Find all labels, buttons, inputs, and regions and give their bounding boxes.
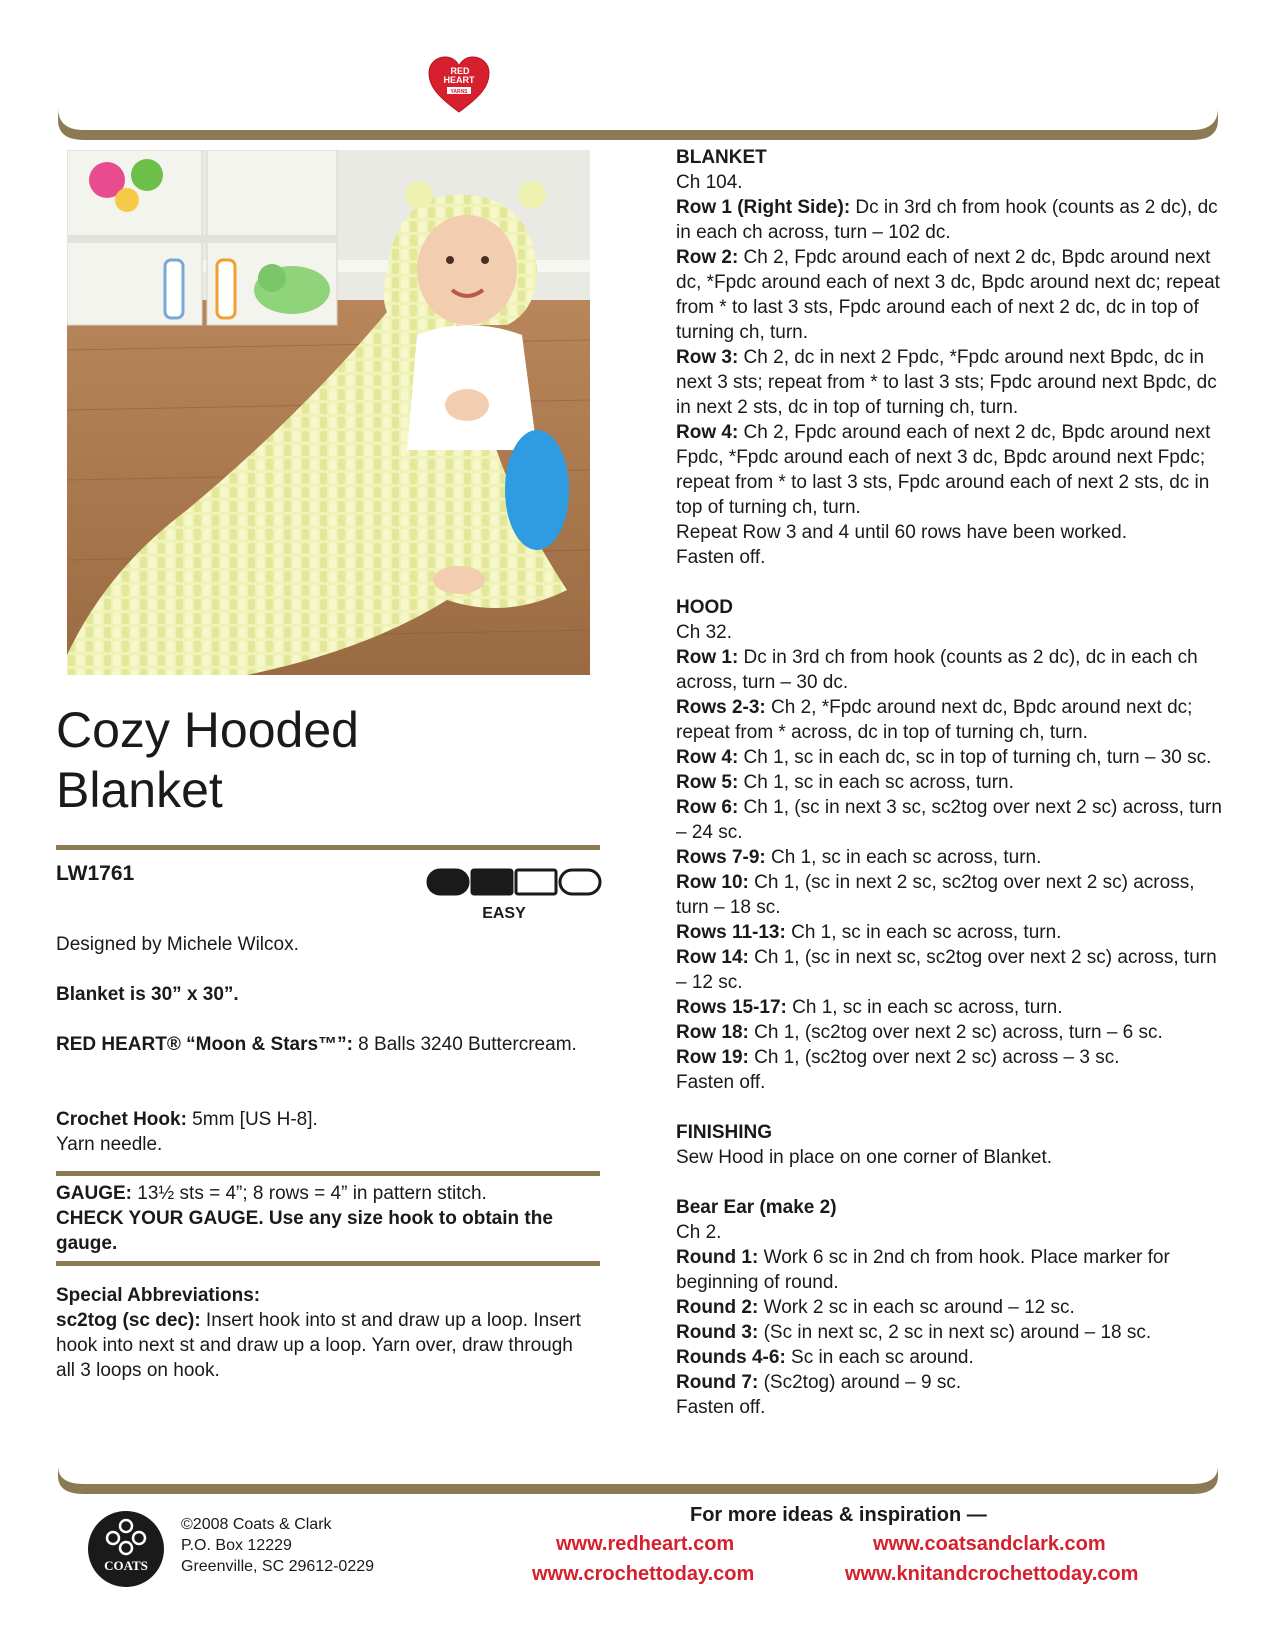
row-text: Dc in 3rd ch from hook (counts as 2 dc), dc in each ch across, turn – 102 dc.: [676, 197, 1218, 243]
skill-bar-empty: [560, 870, 600, 894]
instruction-row: [676, 870, 1231, 920]
divider: [56, 1171, 600, 1176]
hood-heading: HOOD: [676, 597, 733, 618]
link-coatsandclark[interactable]: www.coatsandclark.com: [873, 1533, 1106, 1555]
row-label: Row 4:: [676, 747, 739, 768]
blanket-rows: [676, 195, 1231, 520]
instruction-row: [676, 745, 1231, 770]
row-label: Rows 11-13:: [676, 922, 786, 943]
row-label: Row 10:: [676, 872, 749, 893]
skill-bar-filled: [472, 870, 512, 894]
row-text: Ch 1, sc in each sc across, turn.: [786, 997, 1063, 1018]
coats-logo-text: COATS: [104, 1558, 148, 1573]
yarn-text: 8 Balls 3240 Buttercream.: [352, 1034, 577, 1055]
hood-intro: Ch 32.: [676, 622, 732, 643]
logo-text-red: RED: [450, 66, 470, 76]
row-text: (Sc in next sc, 2 sc in next sc) around – 18 sc.: [758, 1322, 1152, 1343]
instruction-row: [676, 1045, 1231, 1070]
skill-bar-filled: [428, 870, 468, 894]
row-label: Round 1:: [676, 1247, 759, 1268]
row-label: Row 19:: [676, 1047, 749, 1068]
row-label: Row 4:: [676, 422, 739, 443]
logo-text-heart: HEART: [443, 75, 475, 85]
title-line-1: Cozy Hooded: [56, 702, 359, 758]
abbrev-heading: Special Abbreviations:: [56, 1285, 261, 1306]
hook-text: 5mm [US H-8].: [186, 1109, 318, 1130]
finished-size: Blanket is 30” x 30”.: [56, 984, 239, 1005]
gauge-text: 13½ sts = 4”; 8 rows = 4” in pattern stitch.: [132, 1183, 487, 1204]
hook-label: Crochet Hook:: [56, 1109, 187, 1130]
instruction-row: [676, 1245, 1231, 1295]
instruction-row: [676, 845, 1231, 870]
row-text: Ch 1, (sc in next sc, sc2tog over next 2 sc) across, turn – 12 sc.: [676, 947, 1217, 993]
address-block: [181, 1514, 374, 1577]
gauge-label: GAUGE:: [56, 1183, 132, 1204]
row-label: Row 1 (Right Side):: [676, 197, 851, 218]
logo-text-yarns: YARNS: [450, 89, 468, 95]
hood-rows: [676, 645, 1231, 1070]
coats-logo: [87, 1510, 165, 1588]
bottom-decorative-band: [58, 1462, 1218, 1494]
instruction-row: [676, 770, 1231, 795]
finishing-heading: FINISHING: [676, 1122, 773, 1143]
top-decorative-band: [58, 100, 1218, 140]
row-text: Ch 1, sc in each sc across, turn.: [785, 922, 1062, 943]
instruction-row: [676, 420, 1231, 520]
row-label: Row 14:: [676, 947, 749, 968]
divider: [56, 845, 600, 850]
title-line-2: Blanket: [56, 762, 223, 818]
pattern-code: LW1761: [56, 862, 135, 885]
row-text: Ch 2, *Fpdc around next dc, Bpdc around next dc; repeat from * across, dc in top of turning ch, turn.: [676, 697, 1193, 743]
po-box: P.O. Box 12229: [181, 1537, 292, 1554]
row-text: Work 2 sc in each sc around – 12 sc.: [758, 1297, 1075, 1318]
instruction-row: [676, 245, 1231, 345]
link-knitandcrochettoday[interactable]: www.knitandcrochettoday.com: [845, 1563, 1139, 1585]
bear-ear-heading: Bear Ear (make 2): [676, 1197, 837, 1218]
finishing-text: Sew Hood in place on one corner of Blanket.: [676, 1147, 1053, 1168]
instruction-row: [676, 920, 1231, 945]
copyright: ©2008 Coats & Clark: [181, 1516, 332, 1533]
row-label: Row 1:: [676, 647, 739, 668]
row-label: Rows 2-3:: [676, 697, 766, 718]
abbrev-text: Insert hook into st and draw up a loop. Insert hook into next st and draw up a loop. Yarn over, draw through all 3 loops on hook.: [56, 1310, 581, 1381]
row-text: Ch 2, dc in next 2 Fpdc, *Fpdc around next Bpdc, dc in next 3 sts; repeat from * to last 3 sts; Fpdc around next Bpdc, dc in next 2 sts, dc in top of turning ch, turn.: [676, 347, 1217, 418]
blanket-heading: BLANKET: [676, 147, 767, 168]
row-text: Ch 1, (sc in next 3 sc, sc2tog over next 2 sc) across, turn – 24 sc.: [676, 797, 1222, 843]
row-text: Ch 1, sc in each sc across, turn.: [765, 847, 1042, 868]
row-label: Row 3:: [676, 347, 739, 368]
city-state: Greenville, SC 29612-0229: [181, 1558, 375, 1575]
link-redheart[interactable]: www.redheart.com: [556, 1533, 735, 1555]
row-text: Ch 1, sc in each sc across, turn.: [738, 772, 1014, 793]
instruction-row: [676, 1320, 1231, 1345]
row-text: Dc in 3rd ch from hook (counts as 2 dc), dc in each ch across, turn – 30 dc.: [676, 647, 1198, 693]
row-label: Row 18:: [676, 1022, 749, 1043]
row-text: Sc in each sc around.: [785, 1347, 974, 1368]
inspiration-heading: For more ideas & inspiration —: [690, 1504, 987, 1526]
instruction-row: [676, 695, 1231, 745]
skill-level-label: EASY: [482, 905, 526, 922]
row-text: Ch 1, (sc2tog over next 2 sc) across, turn – 6 sc.: [748, 1022, 1163, 1043]
instruction-row: [676, 1020, 1231, 1045]
row-text: Ch 1, (sc in next 2 sc, sc2tog over next 2 sc) across, turn – 18 sc.: [676, 872, 1195, 918]
blanket-intro: Ch 104.: [676, 172, 743, 193]
instruction-row: [676, 345, 1231, 420]
instruction-row: [676, 195, 1231, 245]
row-label: Rows 15-17:: [676, 997, 787, 1018]
row-text: Ch 2, Fpdc around each of next 2 dc, Bpdc around next Fpdc, *Fpdc around each of next 3 dc, Bpdc around next Fpdc; repeat from * to last 3 sts, Fpdc around each of next 2 sts, dc in top of turning ch, turn.: [676, 422, 1211, 518]
skill-level-indicator: [426, 868, 604, 928]
instruction-row: [676, 645, 1231, 695]
bear-ear-rows: [676, 1245, 1231, 1395]
abbrev-term: sc2tog (sc dec):: [56, 1310, 201, 1331]
row-label: Rounds 4-6:: [676, 1347, 786, 1368]
row-text: Ch 1, sc in each dc, sc in top of turning ch, turn – 30 sc.: [738, 747, 1212, 768]
notions-text: Yarn needle.: [56, 1134, 163, 1155]
page-title: [56, 700, 596, 820]
row-label: Round 3:: [676, 1322, 759, 1343]
row-label: Row 6:: [676, 797, 739, 818]
divider: [56, 1261, 600, 1266]
special-abbreviations: [56, 1283, 596, 1383]
gauge-info: [56, 1181, 596, 1256]
row-label: Row 5:: [676, 772, 739, 793]
yarn-info: [56, 1032, 596, 1057]
row-text: Ch 1, (sc2tog over next 2 sc) across – 3 sc.: [748, 1047, 1120, 1068]
row-text: (Sc2tog) around – 9 sc.: [758, 1372, 962, 1393]
instruction-row: [676, 795, 1231, 845]
bear-ear-intro: Ch 2.: [676, 1222, 722, 1243]
designer-credit: Designed by Michele Wilcox.: [56, 934, 299, 955]
instructions: [676, 145, 1231, 1420]
skill-bar-empty: [516, 870, 556, 894]
instruction-row: [676, 1345, 1231, 1370]
row-text: Ch 2, Fpdc around each of next 2 dc, Bpdc around next dc, *Fpdc around each of next 3 dc, Bpdc around next dc; repeat from * to last 3 sts, Fpdc around each of next 2 dc, dc in top of turning ch, turn.: [676, 247, 1220, 343]
instruction-row: [676, 1295, 1231, 1320]
instruction-row: [676, 995, 1231, 1020]
row-label: Row 2:: [676, 247, 739, 268]
blanket-fasten: Fasten off.: [676, 547, 766, 568]
instruction-row: [676, 1370, 1231, 1395]
row-label: Rows 7-9:: [676, 847, 766, 868]
blanket-repeat: Repeat Row 3 and 4 until 60 rows have been worked.: [676, 522, 1127, 543]
bear-ear-fasten: Fasten off.: [676, 1397, 766, 1418]
row-label: Round 2:: [676, 1297, 759, 1318]
gauge-check: CHECK YOUR GAUGE. Use any size hook to obtain the gauge.: [56, 1208, 553, 1254]
row-label: Round 7:: [676, 1372, 759, 1393]
yarn-label: RED HEART® “Moon & Stars™”:: [56, 1034, 353, 1055]
instruction-row: [676, 945, 1231, 995]
hook-info: [56, 1107, 596, 1157]
row-text: Work 6 sc in 2nd ch from hook. Place marker for beginning of round.: [676, 1247, 1170, 1293]
hood-fasten: Fasten off.: [676, 1072, 766, 1093]
link-crochettoday[interactable]: www.crochettoday.com: [532, 1563, 755, 1585]
blanket-photo: [67, 150, 590, 675]
